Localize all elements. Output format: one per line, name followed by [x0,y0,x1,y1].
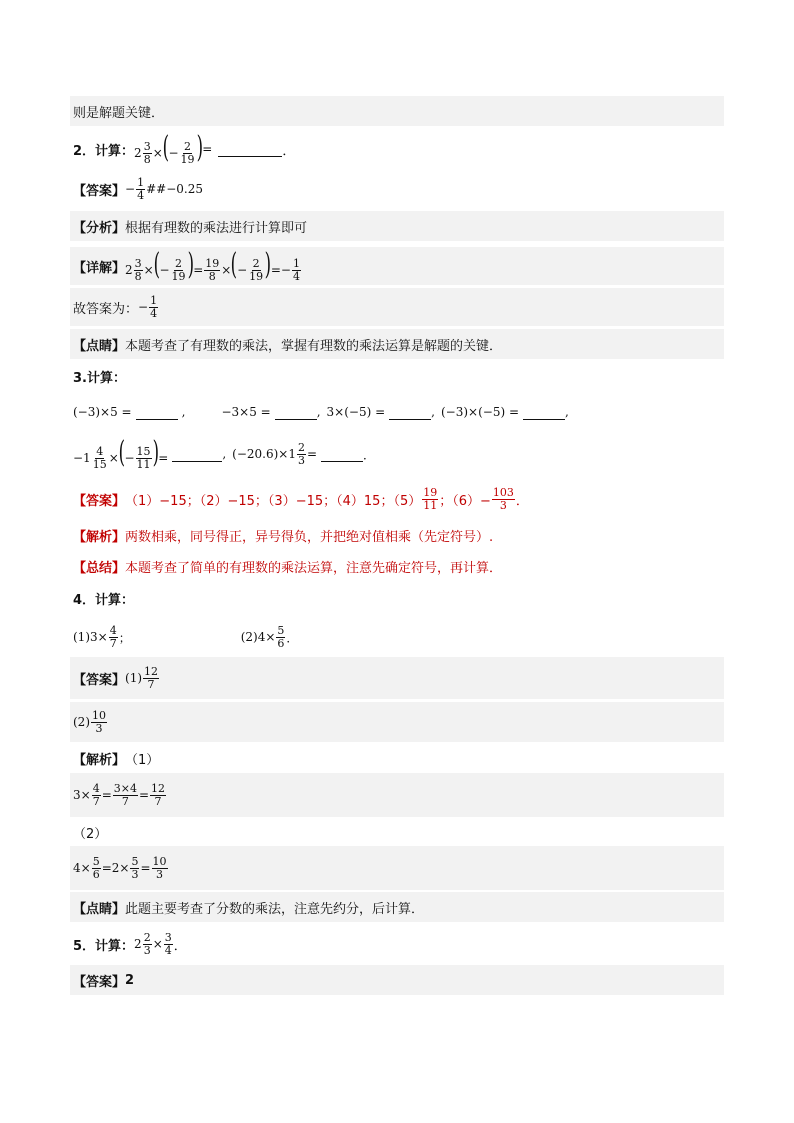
q4-part-2-label: (2) [240,630,258,644]
analysis-tag: 【分析】 [73,220,126,236]
explanation-4-part-1: （1） [125,752,160,768]
explanation-3 [70,523,724,547]
analysis-2 [70,211,724,241]
conclusion-text: 故答案为： [73,301,139,317]
answer-blank [321,447,363,462]
question-3 [70,364,724,388]
q5-end: ． [173,938,187,954]
answer-3-fraction-6: $\frac{103}{3}$ [492,485,514,512]
q2-end: ． [282,143,296,159]
q4-part-1-end: ； [118,630,131,645]
summary-text: 本题考查了简单的有理数的乘法运算，注意先确定符号，再计算． [125,560,503,576]
q3-expr-4: (−3)×(−5) = [440,405,520,419]
answer-blank [218,142,282,157]
explanation-4-step-2 [70,846,724,890]
q2-expression: 2 $\frac{3}{8}$ ×(− $\frac{2}{19}$ ) [134,129,203,166]
question-5-label: 5．计算： [73,938,135,954]
explanation-4-part-2-label: （2） [73,826,108,842]
answer-blank [523,405,565,420]
comment-text: 此题主要考查了分数的乘法，注意先约分，后计算． [125,901,425,917]
answer-4-part-1 [70,657,724,699]
explanation-tag: 【解析】 [73,529,126,545]
answer-5 [70,965,724,995]
answer-4-part-2 [70,702,724,742]
detail-2 [70,247,724,285]
answer-2-value: − $\frac{1}{4}$ [125,175,145,202]
comment-tag: 【点睛】 [73,338,126,354]
answer-3 [70,480,724,518]
comment-4 [70,892,724,922]
question-3-row-1: (−3)×5 = , −3×5 = , 3×(−5) = , (−3)×(−5) = , [73,405,569,419]
answer-4-part-1-value: $\frac{12}{7}$ [144,664,159,691]
summary-3 [70,554,724,578]
detail-tag: 【详解】 [73,260,126,276]
q3-expr-2: −3×5 = [221,405,271,419]
q4-part-1-expression: 3× $\frac{4}{7}$ [90,623,117,650]
question-5 [70,926,724,962]
q5-expression: 2 $\frac{2}{3}$ × $\frac{3}{4}$ [134,930,172,957]
answer-3-part-2: ；（6）− [439,493,491,509]
question-2 [70,129,724,166]
detail-2-expression: 2 $\frac{3}{8}$ ×(− $\frac{2}{19}$ )= $\frac{19}{8}$ ×(− $\frac{2}{19}$ )=− $\frac{1}{4}$ [125,246,300,283]
answer-3-part-1: （1）−15；（2）−15；（3）−15；（4）15；（5） [125,493,422,509]
continued-text-line [70,96,724,126]
question-4-parts [70,618,724,656]
answer-blank [172,447,222,462]
q3-expr-5: −1 $\frac{4}{15}$ ×(− $\frac{15}{11}$ )= [73,434,169,471]
question-3-row-2: −1 $\frac{4}{15}$ ×(− $\frac{15}{11}$ )= , (−20.6)×1 $\frac{2}{3}$ = ． [73,434,376,471]
explanation-tag: 【解析】 [73,752,126,768]
comment-tag: 【点睛】 [73,901,126,917]
explanation-4-step-1-expression: 3× $\frac{4}{7}$ = $\frac{3\times 4}{7}$ = $\frac{12}{7}$ [73,781,166,808]
answer-2 [70,172,724,206]
q2-equals: = [202,142,213,156]
explanation-text: 两数相乘，同号得正，异号得负，并把绝对值相乘（先定符号）. [125,529,494,545]
comment-text: 本题考查了有理数的乘法，掌握有理数的乘法运算是解题的关键． [125,338,503,354]
q4-part-2-expression: 4× $\frac{5}{6}$ [257,623,285,650]
answer-3-end: ． [515,493,529,509]
answer-3-fraction-5: $\frac{19}{11}$ [423,485,438,512]
explanation-4-step-2-expression: 4× $\frac{5}{6}$ =2× $\frac{5}{3}$ = $\frac{10}{3}$ [73,854,167,881]
conclusion-value: − $\frac{1}{4}$ [138,293,158,320]
answer-tag: 【答案】 [73,183,126,199]
explanation-4-step-1 [70,773,724,817]
answer-tag: 【答案】 [73,672,126,688]
question-4 [70,586,724,610]
q3-expr-6: (−20.6)×1 [232,447,296,461]
explanation-4 [70,746,724,770]
answer-4-part-2-value: $\frac{10}{3}$ [92,708,106,735]
q4-part-1-label: (1) [73,630,90,644]
q4-part-2-end: ． [286,630,299,645]
comment-2 [70,329,724,359]
answer-5-value: 2 [125,972,135,988]
answer-blank [136,405,178,420]
continued-text: 则是解题关键． [73,105,165,121]
explanation-4-part-2 [70,820,724,844]
answer-tag: 【答案】 [73,974,126,990]
q3-row-2-end: ． [363,447,376,462]
answer-4-part-2-label: (2) [73,715,90,729]
answer-2-alt: ##−0.25 [146,182,203,196]
q3-expr-6-fraction: $\frac{2}{3}$ [297,440,305,467]
question-4-label: 4．计算： [73,592,135,608]
conclusion-2 [70,288,724,326]
q3-expr-1: (−3)×5 = [73,405,132,419]
answer-tag: 【答案】 [73,493,126,509]
answer-blank [389,405,431,420]
answer-4-part-1-label: (1) [125,671,143,685]
question-2-label: 2．计算： [73,143,135,159]
q3-expr-3: 3×(−5) = [326,405,386,419]
answer-blank [275,405,317,420]
summary-tag: 【总结】 [73,560,126,576]
question-3-label: 3.计算： [73,370,126,386]
analysis-text: 根据有理数的乘法进行计算即可 [125,220,308,236]
